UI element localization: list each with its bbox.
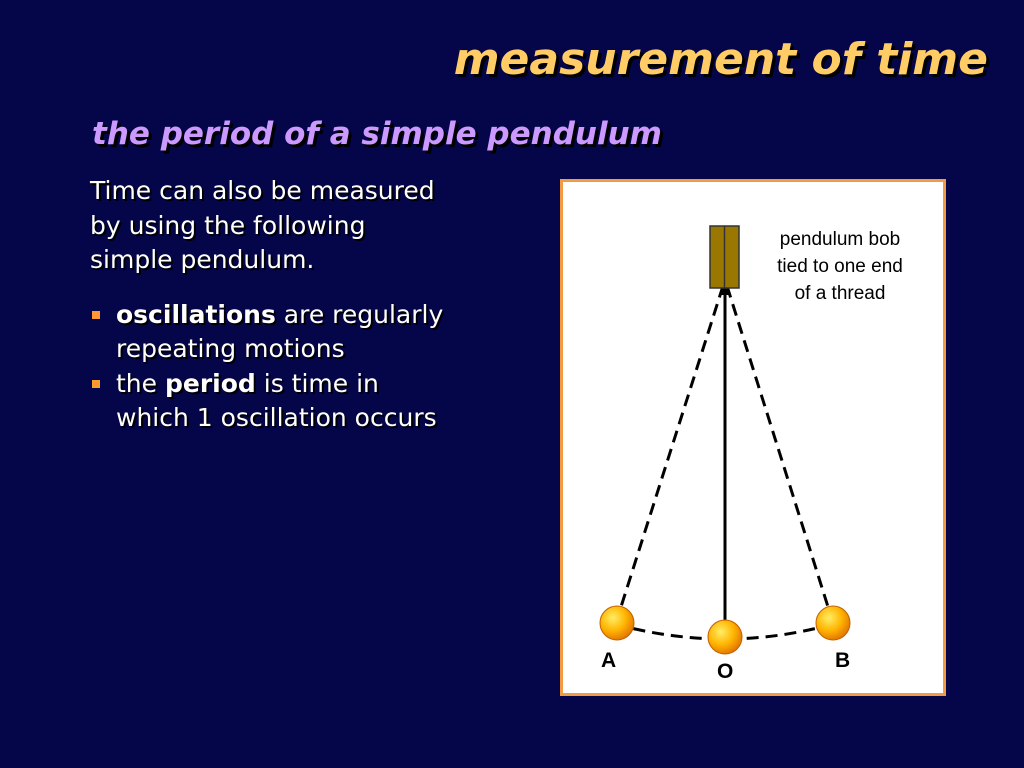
bullet-line: which 1 oscillation occurs	[116, 403, 437, 432]
thread-left-dashed	[620, 286, 723, 610]
bullet-text: the	[116, 368, 165, 398]
thread-right-dashed	[727, 286, 829, 610]
bob-b	[816, 606, 850, 640]
intro-line: Time can also be measured	[90, 176, 435, 205]
text-content	[90, 174, 510, 436]
label-b: B	[835, 649, 851, 672]
bullet-period	[90, 367, 510, 436]
bob-o	[708, 620, 742, 654]
label-o: O	[717, 660, 734, 683]
bob-a	[600, 606, 634, 640]
slide-subtitle: the period of a simple pendulum	[92, 116, 662, 152]
bullet-text: are regularly	[275, 299, 444, 329]
term-period: period	[164, 368, 256, 398]
caption-line: pendulum bob	[779, 229, 901, 250]
bullet-line	[116, 367, 510, 402]
intro-line: by using the following	[90, 210, 366, 240]
term-oscillations: oscillations	[116, 299, 276, 329]
square-bullet-icon	[92, 380, 100, 388]
caption-line: of a thread	[794, 283, 886, 304]
intro-line: simple pendulum.	[90, 245, 315, 274]
bullet-text: is time in	[255, 368, 379, 398]
slide-title: measurement of time	[453, 34, 988, 85]
intro-paragraph	[90, 174, 510, 278]
pendulum-diagram	[560, 179, 946, 696]
label-a: A	[601, 649, 617, 672]
bullet-list	[90, 298, 510, 436]
caption-line: tied to one end	[777, 256, 903, 277]
bullet-oscillations	[90, 298, 510, 367]
bullet-line	[116, 298, 510, 333]
square-bullet-icon	[92, 311, 100, 319]
pendulum-caption	[745, 226, 935, 307]
bullet-line: repeating motions	[116, 334, 345, 363]
